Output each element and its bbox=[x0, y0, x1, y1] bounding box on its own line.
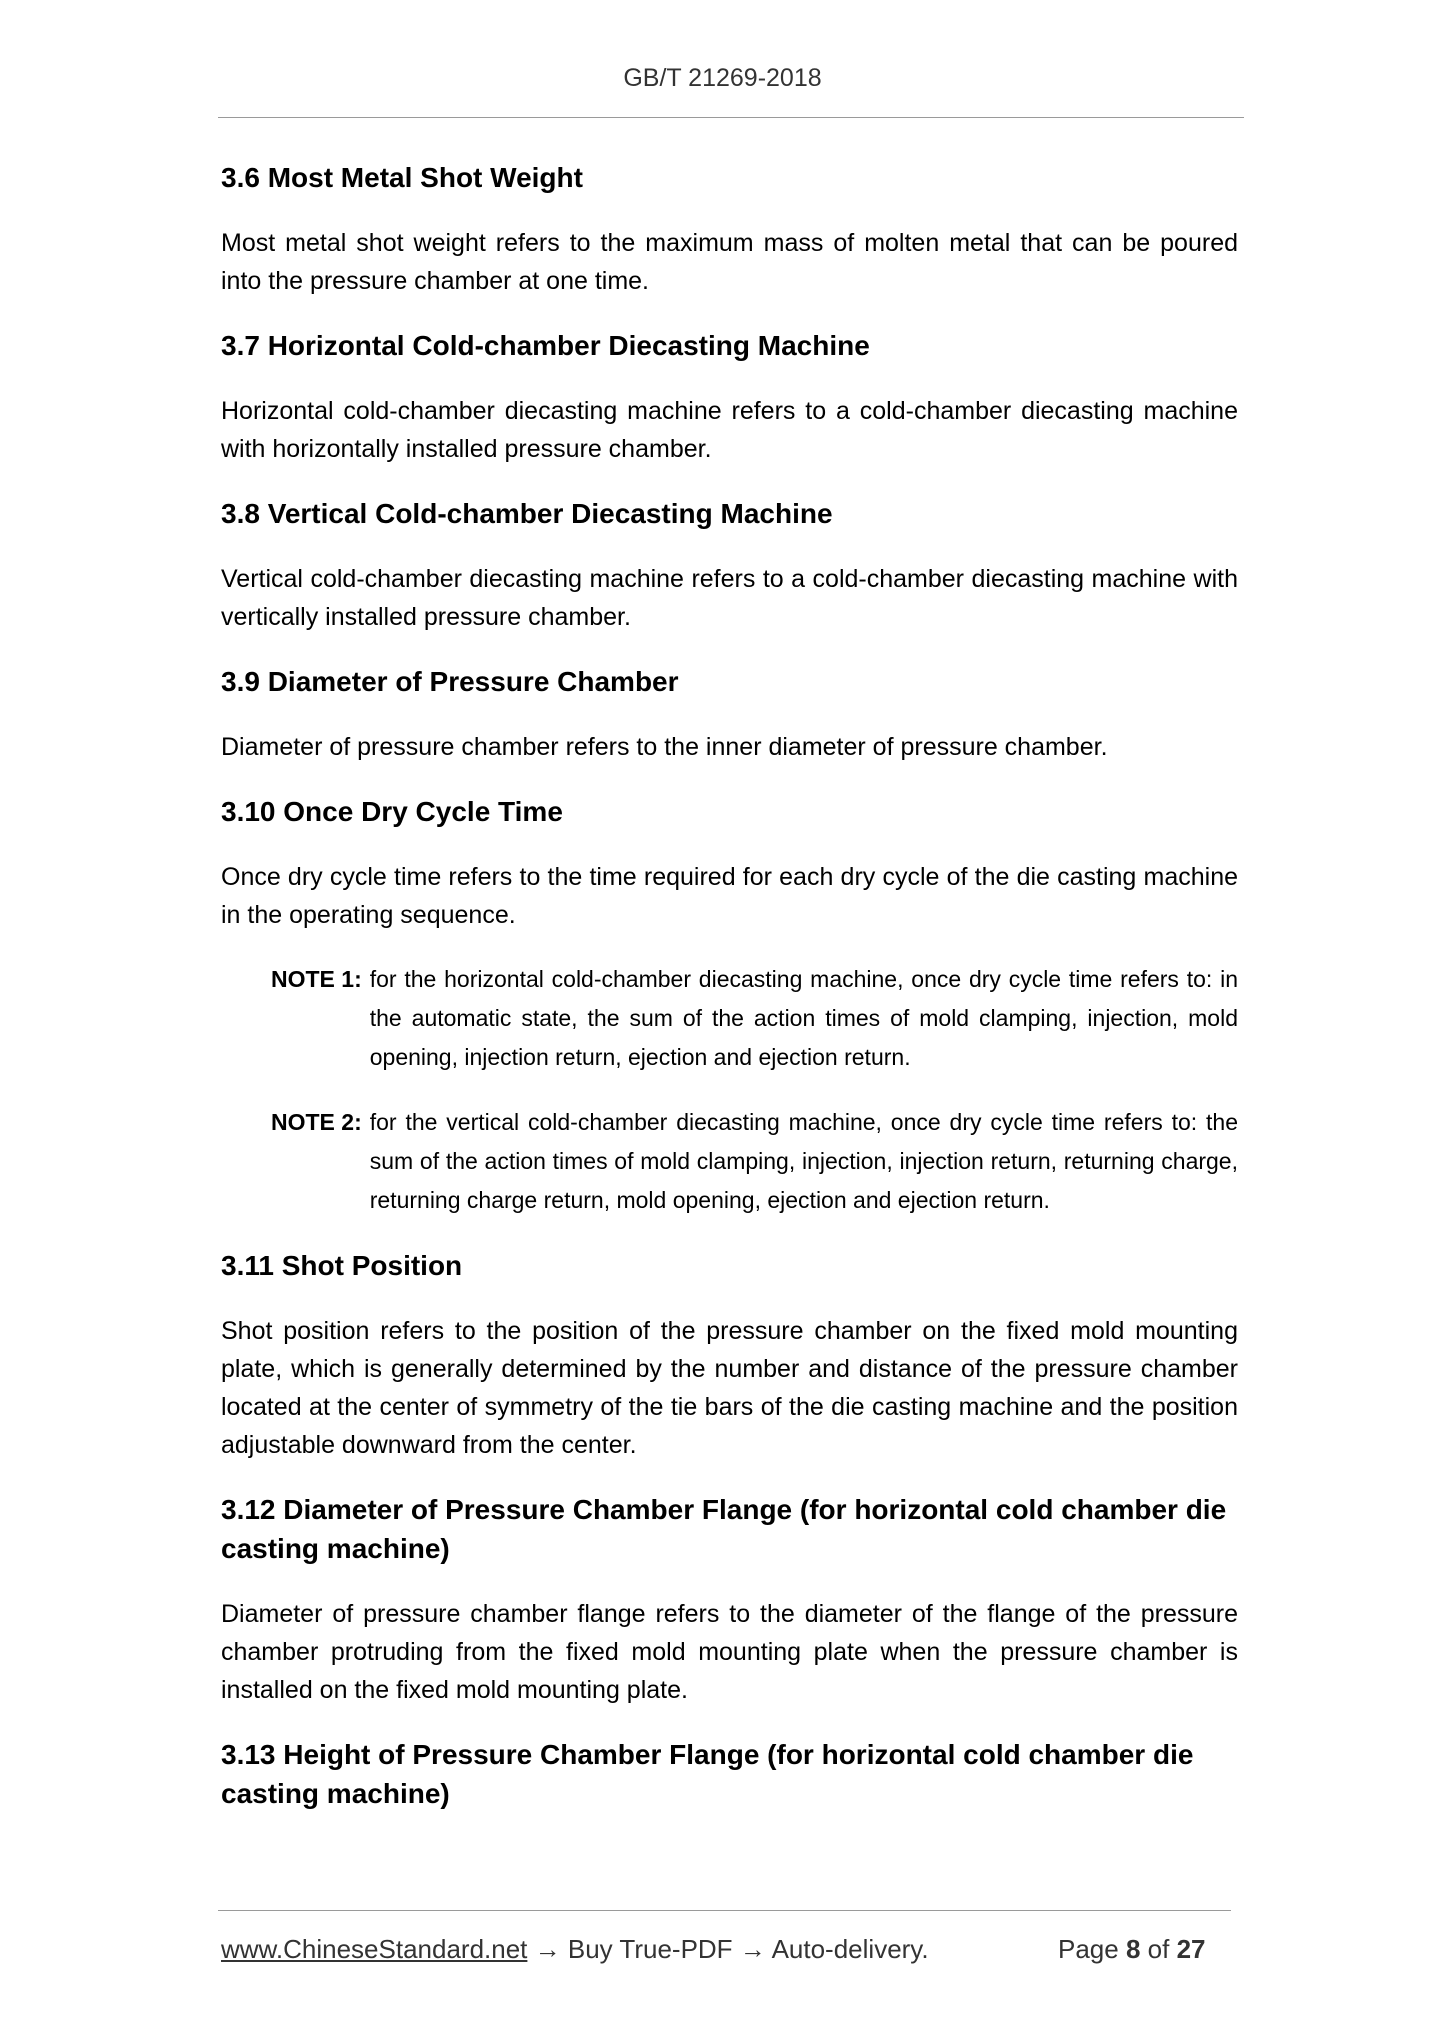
section-3-6 bbox=[221, 158, 1238, 300]
section-paragraph: Once dry cycle time refers to the time required for each dry cycle of the die casting machine in the operating sequence. bbox=[221, 863, 1238, 929]
footer-tagline: → Buy True-PDF → Auto-delivery. bbox=[527, 1934, 929, 1964]
note-text: for the horizontal cold-chamber diecasting machine, once dry cycle time refers to: in the automatic state, the sum of the action times of mold clamping, injection, mold opening, injection return, ejection and ejection return. bbox=[369, 966, 1238, 1070]
note-2 bbox=[271, 1103, 1238, 1220]
section-3-12 bbox=[221, 1490, 1238, 1709]
website-link[interactable]: www.ChineseStandard.net bbox=[221, 1934, 528, 1964]
section-3-13 bbox=[221, 1735, 1238, 1813]
section-3-7 bbox=[221, 326, 1238, 468]
section-paragraph: Diameter of pressure chamber refers to the inner diameter of pressure chamber. bbox=[221, 733, 1108, 761]
page-word: Page bbox=[1058, 1934, 1119, 1964]
of-word: of bbox=[1147, 1934, 1170, 1964]
section-heading: 3.10 Once Dry Cycle Time bbox=[221, 796, 563, 827]
note-text: for the vertical cold-chamber diecasting machine, once dry cycle time refers to: the sum of the action times of mold clamping, injection, injection return, returning charge, returning charge return, mold opening, ejection and ejection return. bbox=[369, 1109, 1238, 1213]
section-paragraph: Diameter of pressure chamber flange refers to the diameter of the flange of the pressure chamber protruding from the fixed mold mounting plate when the pressure chamber is installed on the fixed mold mounting plate. bbox=[221, 1600, 1238, 1704]
document-id-header: GB/T 21269-2018 bbox=[623, 64, 822, 92]
page-number: 8 bbox=[1125, 1934, 1141, 1964]
section-heading: 3.8 Vertical Cold-chamber Diecasting Machine bbox=[221, 498, 833, 529]
section-3-10 bbox=[221, 792, 1238, 1220]
section-heading: 3.6 Most Metal Shot Weight bbox=[221, 162, 583, 193]
section-heading: 3.7 Horizontal Cold-chamber Diecasting Machine bbox=[221, 330, 870, 361]
header-divider bbox=[218, 117, 1244, 118]
section-paragraph: Vertical cold-chamber diecasting machine refers to a cold-chamber diecasting machine with vertically installed pressure chamber. bbox=[221, 565, 1238, 631]
document-body bbox=[221, 158, 1238, 1840]
section-heading: 3.11 Shot Position bbox=[221, 1250, 463, 1281]
section-heading: 3.9 Diameter of Pressure Chamber bbox=[221, 666, 679, 697]
section-paragraph: Shot position refers to the position of the pressure chamber on the fixed mold mounting plate, which is generally determined by the number and distance of the pressure chamber located at the center of symmetry of the tie bars of the die casting machine and the position adjustable downward from the center. bbox=[221, 1317, 1238, 1459]
page-indicator bbox=[1058, 1934, 1206, 1965]
section-3-9 bbox=[221, 662, 1238, 766]
section-heading: 3.12 Diameter of Pressure Chamber Flange (for horizontal cold chamber die casting machine) bbox=[221, 1494, 1227, 1564]
note-1 bbox=[271, 960, 1238, 1077]
section-3-11 bbox=[221, 1246, 1238, 1464]
section-paragraph: Most metal shot weight refers to the maximum mass of molten metal that can be poured into the pressure chamber at one time. bbox=[221, 229, 1238, 295]
page-total: 27 bbox=[1176, 1934, 1206, 1964]
footer-promo bbox=[221, 1934, 929, 1965]
section-3-8 bbox=[221, 494, 1238, 636]
footer-divider bbox=[218, 1910, 1231, 1911]
section-paragraph: Horizontal cold-chamber diecasting machine refers to a cold-chamber diecasting machine with horizontally installed pressure chamber. bbox=[221, 397, 1238, 463]
note-label: NOTE 2: bbox=[271, 1109, 362, 1135]
note-label: NOTE 1: bbox=[271, 966, 362, 992]
section-heading: 3.13 Height of Pressure Chamber Flange (for horizontal cold chamber die casting machine) bbox=[221, 1739, 1194, 1809]
